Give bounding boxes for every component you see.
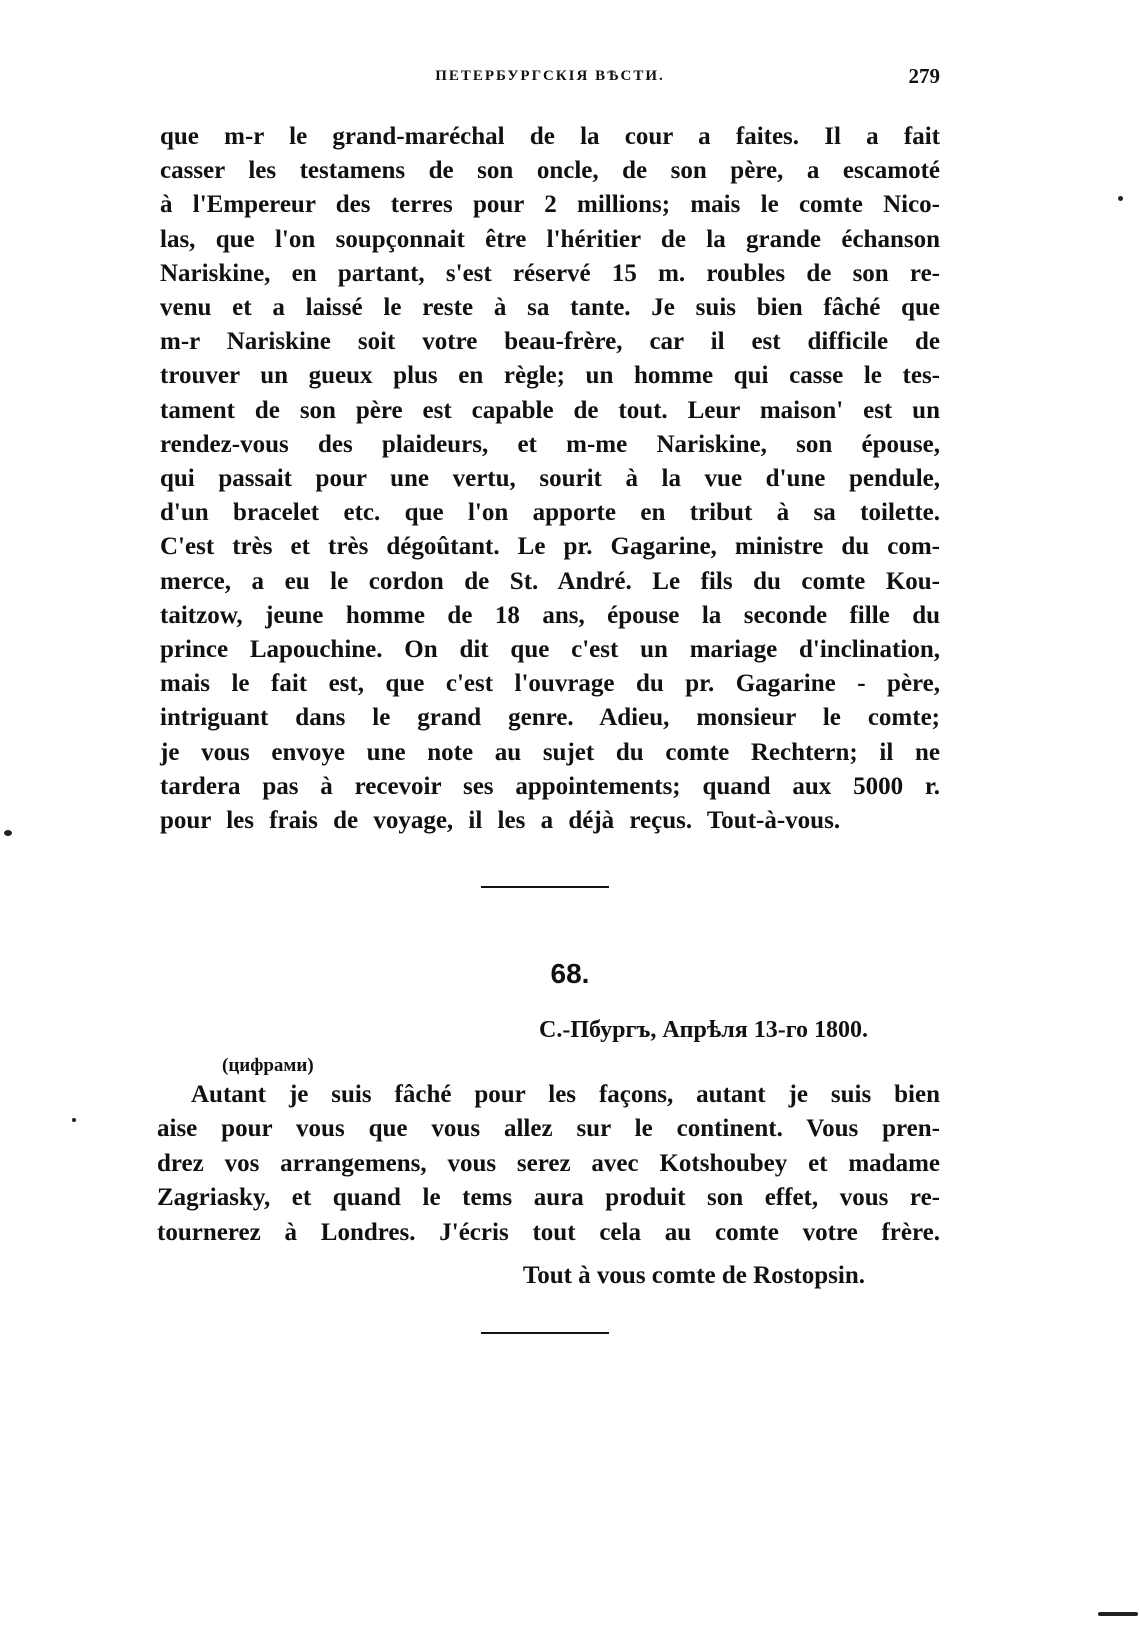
text-line: aise pour vous que vous allez sur le continent. Vous pren- xyxy=(157,1115,940,1143)
text-line: Nariskine, en partant, s'est réservé 15 m. roubles de son re- xyxy=(160,259,940,287)
scan-speck xyxy=(1098,1612,1138,1616)
text-line: trouver un gueux plus en règle; un homme qui casse le tes- xyxy=(160,362,940,390)
running-title: ПЕТЕРБУРГСКІЯ ВѢСТИ. xyxy=(435,68,665,84)
text-line: drez vos arrangemens, vous serez avec Kotshoubey et madame xyxy=(157,1149,940,1177)
text-line: pour les frais de voyage, il les a déjà reçus. Tout-à-vous. xyxy=(160,807,841,835)
text-line: venu et a laissé le reste à sa tante. Je suis bien fâché que xyxy=(160,294,940,322)
text-line: que m-r le grand-maréchal de la cour a faites. Il a fait xyxy=(160,123,940,150)
text-line: d'un bracelet etc. que l'on apporte en tribut à sa toilette. xyxy=(160,499,940,527)
text-line: mais le fait est, que c'est l'ouvrage du pr. Gagarine - père, xyxy=(160,670,940,698)
body-paragraph xyxy=(160,120,940,838)
text-line: rendez-vous des plaideurs, et m-me Nariskine, son épouse, xyxy=(160,430,940,458)
cipher-note: (цифрами) xyxy=(222,1055,314,1076)
text-line: Autant je suis fâché pour les façons, autant je suis bien xyxy=(191,1081,940,1108)
text-line: tament de son père est capable de tout. Leur maison' est un xyxy=(160,396,940,424)
text-line: merce, a eu le cordon de St. André. Le fils du comte Kou- xyxy=(160,567,940,595)
text-line: Zagriasky, et quand le tems aura produit son effet, vous re- xyxy=(157,1184,940,1212)
text-line: tardera pas à recevoir ses appointements; quand aux 5000 r. xyxy=(160,772,940,800)
text-line: à l'Empereur des terres pour 2 millions; mais le comte Nico- xyxy=(160,191,940,219)
text-line: taitzow, jeune homme de 18 ans, épouse la seconde fille du xyxy=(160,601,940,629)
text-line: je vous envoye une note au sujet du comte Rechtern; il ne xyxy=(160,738,940,766)
scan-speck xyxy=(4,830,12,836)
page-number: 279 xyxy=(908,64,940,88)
text-line: tournerez à Londres. J'écris tout cela au comte votre frère. xyxy=(157,1218,940,1246)
text-line: m-r Nariskine soit votre beau-frère, car il est difficile de xyxy=(160,328,940,356)
text-line: qui passait pour une vertu, sourit à la vue d'une pendule, xyxy=(160,465,940,493)
letter-paragraph xyxy=(157,1078,940,1250)
text-line: prince Lapouchine. On dit que c'est un mariage d'inclination, xyxy=(160,636,940,664)
letter-number: 68. xyxy=(550,958,590,989)
text-line: las, que l'on soupçonnait être l'héritier de la grande échanson xyxy=(160,225,940,253)
end-divider xyxy=(481,1332,609,1334)
text-line: C'est très et très dégoûtant. Le pr. Gagarine, ministre du com- xyxy=(160,533,940,561)
section-divider xyxy=(481,886,609,888)
scan-speck xyxy=(1118,196,1123,201)
running-head xyxy=(160,64,940,94)
scan-speck xyxy=(72,1118,76,1122)
text-line: casser les testamens de son oncle, de son père, a escamoté xyxy=(160,157,940,185)
text-line: intriguant dans le grand genre. Adieu, monsieur le comte; xyxy=(160,704,940,732)
letter-dateline: С.-Пбургъ, Апрѣля 13-го 1800. xyxy=(539,1017,868,1043)
signature-line: Tout à vous comte de Rostopsin. xyxy=(522,1262,865,1289)
